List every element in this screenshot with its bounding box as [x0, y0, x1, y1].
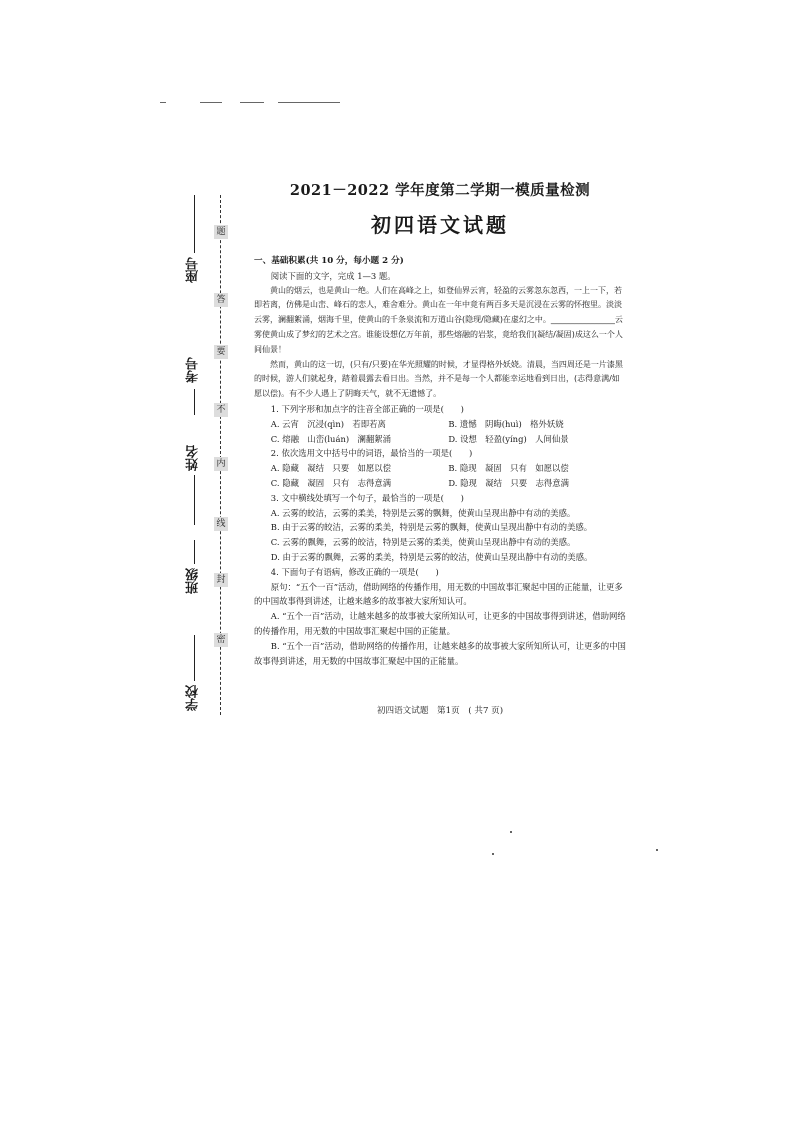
passage-paragraph-2: 然而，黄山的这一切，(只有/只要)在华光照耀的时候，才显得格外妖娆。清晨，当四周还是一片漆黑的时候，游人们就起身，踏着晨露去看日出。当然，并不是每一个人都能幸运地看到日出，(志得意满/如愿以偿)。有不少人遇上了阴晦天气，就不无遗憾了。 — [254, 359, 623, 399]
seat-number-label: 座号 — [186, 257, 201, 283]
scan-artifact — [160, 98, 360, 106]
option-c[interactable]: C. 云雾的飘舞，云雾的皎洁，特别是云雾的柔美，使黄山呈现出静中有动的美感。 — [270, 537, 576, 548]
question-2-options-row — [254, 476, 626, 491]
question-2-stem: 2. 依次选用文中括号中的词语，最恰当的一项是( ) — [270, 448, 473, 459]
school-field[interactable] — [182, 635, 208, 715]
name-line — [194, 475, 195, 525]
option-a[interactable]: A. “五个一百”活动，让越来越多的故事被大家所知认可，让更多的中国故事得到讲述，借助网络的传播作用，用无数的中国故事汇聚起中国的正能量。 — [254, 611, 626, 636]
option-c[interactable]: C. 熔融 山峦(luán) 澜翻絮涌 — [270, 433, 391, 444]
exam-number-line — [194, 389, 195, 415]
question-2-options-row — [254, 461, 626, 476]
option-b[interactable]: B. 由于云雾的皎洁，云雾的柔美，特别是云雾的飘舞，使黄山呈现出静中有动的美感。 — [270, 522, 593, 533]
question-1-options-row — [254, 432, 626, 447]
option-d[interactable]: D. 隐现 凝结 只要 志得意满 — [448, 477, 570, 488]
option-b[interactable]: B. 遗憾 阴晦(huì) 格外妖娆 — [448, 418, 564, 429]
exam-number-field[interactable] — [182, 305, 208, 415]
reading-instruction: 阅读下面的文字，完成 1—3 题。 — [270, 270, 396, 281]
question-4-stem: 4. 下面句子有语病，修改正确的一项是( ) — [270, 566, 439, 577]
seal-char: 密 — [214, 633, 228, 647]
section-heading: 一、基础积累(共 10 分，每小题 2 分) — [254, 256, 404, 266]
exam-year-title: 2021－2022 学年度第二学期一模质量检测 — [289, 182, 591, 199]
question-1-options-row — [254, 417, 626, 432]
class-line — [194, 540, 195, 564]
option-a[interactable]: A. 云雾的皎洁，云雾的柔美，特别是云雾的飘舞，使黄山呈现出静中有动的美感。 — [270, 507, 576, 518]
scan-speck — [510, 831, 512, 833]
page-footer: 初四语文试题 第1页 ( 共7 页) — [376, 706, 504, 716]
option-b[interactable]: B. 隐现 凝固 只有 如愿以偿 — [448, 463, 569, 474]
name-field[interactable] — [182, 435, 208, 525]
seat-number-line — [194, 195, 195, 253]
seal-char: 不 — [214, 403, 228, 417]
question-1-stem: 1. 下列字形和加点字的注音全部正确的一项是( ) — [270, 403, 464, 414]
passage-paragraph-1: 黄山的烟云，也是黄山一绝。人们在高峰之上，如登仙界云宵，轻盈的云雾忽东忽西，一上一下，若即若离，仿佛是山峦、峰石的恋人，难舍难分。黄山在一年中竟有两百多天是沉浸在云雾的怀抱里。淡淡云雾，澜翻絮涌，烟海千里，使黄山的千条泉流和万道山谷(隐现/隐藏)在虚幻之中。________________云雾使黄山成了梦幻的艺术之宫。谁能设想亿万年前，那些熔融的岩浆，竟给我们(凝结/凝固)成这么一个人间仙景！ — [254, 285, 623, 354]
seal-char: 线 — [214, 517, 228, 531]
seal-char: 题 — [214, 225, 228, 239]
option-b[interactable]: B. “五个一百”活动，借助网络的传播作用，让越来越多的故事被大家所知所认可，让更多的中国故事得到讲述，用无数的中国故事汇聚起中国的正能量。 — [254, 640, 626, 666]
exam-number-label: 考号 — [186, 357, 201, 383]
question-3-stem: 3. 文中横线处填写一个句子，最恰当的一项是( ) — [270, 492, 464, 503]
option-d[interactable]: D. 由于云雾的飘舞，云雾的柔美，特别是云雾的皎洁，使黄山呈现出静中有动的美感。 — [270, 551, 593, 562]
seal-char: 答 — [214, 293, 228, 307]
class-label: 班级 — [186, 568, 201, 594]
school-line — [194, 635, 195, 681]
class-field[interactable] — [182, 540, 208, 620]
name-label: 姓名 — [186, 445, 201, 471]
exam-content — [254, 180, 626, 668]
seat-number-field[interactable] — [182, 195, 208, 285]
scan-speck — [656, 849, 658, 851]
option-a[interactable]: A. 云宵 沉浸(qìn) 若即若离 — [270, 418, 386, 429]
seal-char: 封 — [214, 573, 228, 587]
question-4-original: 原句：“五个一百”活动，借助网络的传播作用，用无数的中国故事汇聚起中国的正能量，让更多的中国故事得到讲述，让越来越多的故事被大家所知认可。 — [254, 581, 623, 607]
scan-speck — [492, 853, 494, 855]
option-c[interactable]: C. 隐藏 凝固 只有 志得意满 — [270, 477, 392, 488]
exam-main-title: 初四语文试题 — [371, 213, 509, 237]
school-label: 学校 — [186, 685, 201, 711]
option-d[interactable]: D. 设想 轻盈(yíng) 人间仙景 — [448, 433, 569, 444]
option-a[interactable]: A. 隐藏 凝结 只要 如愿以偿 — [270, 463, 392, 474]
seal-char: 要 — [214, 345, 228, 359]
seal-char: 内 — [214, 457, 228, 471]
binding-margin — [182, 195, 230, 715]
